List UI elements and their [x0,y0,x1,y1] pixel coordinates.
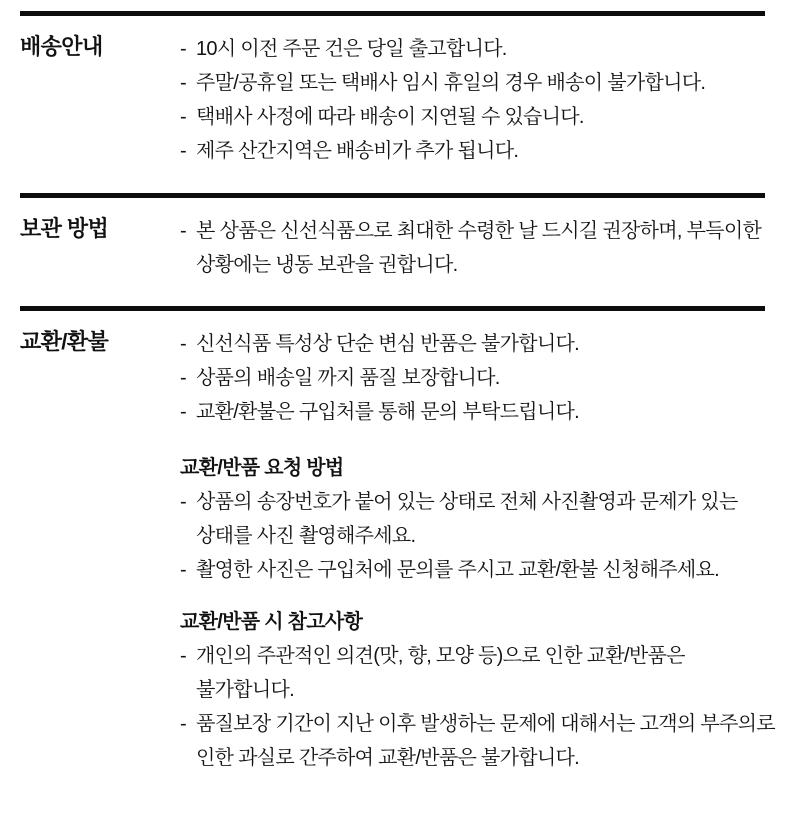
section-body-exchange [20,311,780,775]
list-item: - 제주 산간지역은 배송비가 추가 됩니다. [180,134,780,168]
list-item: - 주말/공휴일 또는 택배사 임시 휴일의 경우 배송이 불가합니다. [180,66,780,100]
list-item: - 교환/환불은 구입처를 통해 문의 부탁드립니다. [180,395,780,429]
label-column-exchange [20,311,180,355]
content-column-delivery [180,16,780,168]
label-column-delivery [20,16,180,60]
content-column-exchange [180,311,780,775]
section-storage [0,168,800,282]
bullet-list-return-notes [180,639,780,775]
bullet-list-exchange [180,327,780,429]
label-column-storage [20,198,180,242]
bullet-list-delivery [180,32,780,168]
list-item: - 10시 이전 주문 건은 당일 출고합니다. [180,32,780,66]
bullet-list-return-request [180,485,780,587]
content-column-storage [180,198,780,282]
list-item: - 품질보장 기간이 지난 이후 발생하는 문제에 대해서는 고객의 부주의로 인한 과실로 간주하여 교환/반품은 불가합니다. [180,707,780,775]
subsection-heading-return-notes: 교환/반품 시 참고사항 [180,611,363,633]
list-item: - 개인의 주관적인 의견(맛, 향, 모양 등)으로 인한 교환/반품은 불가합니다. [180,639,780,707]
section-delivery [0,0,800,168]
section-label-storage: 보관 방법 [20,216,109,241]
section-label-exchange: 교환/환불 [20,329,109,354]
section-exchange [0,282,800,775]
list-item: - 신선식품 특성상 단순 변심 반품은 불가합니다. [180,327,780,361]
section-label-delivery: 배송안내 [20,34,103,59]
section-body-delivery [20,16,780,168]
subsection-heading-return-request: 교환/반품 요청 방법 [180,457,344,479]
section-body-storage [20,198,780,282]
list-item: - 상품의 배송일 까지 품질 보장합니다. [180,361,780,395]
list-item: - 택배사 사정에 따라 배송이 지연될 수 있습니다. [180,100,780,134]
list-item: - 촬영한 사진은 구입처에 문의를 주시고 교환/환불 신청해주세요. [180,553,780,587]
bullet-list-storage [180,214,780,282]
list-item: - 상품의 송장번호가 붙어 있는 상태로 전체 사진촬영과 문제가 있는 상태를 사진 촬영해주세요. [180,485,780,553]
list-item: - 본 상품은 신선식품으로 최대한 수령한 날 드시길 권장하며, 부득이한 상황에는 냉동 보관을 권합니다. [180,214,780,282]
